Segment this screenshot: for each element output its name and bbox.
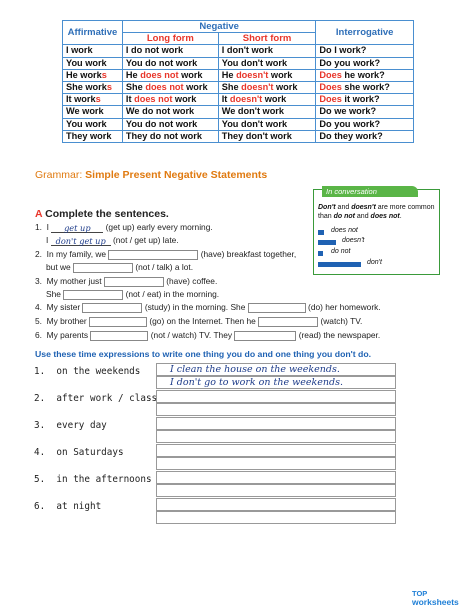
sentence-5: 5. My brother (go) on the Internet. Then he (watch) TV.: [35, 316, 363, 326]
conjugation-row: [63, 45, 414, 57]
section-a-heading: A Complete the sentences.: [35, 208, 169, 220]
conjugation-row: [63, 57, 414, 69]
answer-box[interactable]: [82, 303, 142, 313]
conjugation-row: [63, 118, 414, 130]
int-cell: Does she work?: [316, 81, 414, 93]
time-expression: 5. in the afternoons: [34, 474, 152, 485]
time-expression: 3. every day: [34, 420, 107, 431]
int-cell: Does he work?: [316, 69, 414, 81]
conversation-tab: In conversation: [322, 186, 418, 197]
answer-box[interactable]: [90, 331, 148, 341]
answer-box[interactable]: [108, 250, 198, 260]
aff-cell: He works: [63, 69, 123, 81]
frequency-bar: [318, 262, 361, 267]
frequency-bar-label: do not: [331, 248, 351, 255]
header-long-form: Long form: [122, 33, 218, 45]
short-cell: We don't work: [218, 106, 316, 118]
long-cell: You do not work: [122, 118, 218, 130]
grammar-heading: [35, 169, 267, 181]
time-expression: 1. on the weekends: [34, 366, 141, 377]
short-cell: It doesn't work: [218, 94, 316, 106]
conjugation-row: [63, 94, 414, 106]
answer-box[interactable]: [63, 290, 123, 300]
time-expression: 4. on Saturdays: [34, 447, 124, 458]
header-interrogative: Interrogative: [316, 21, 414, 45]
sentence-2a: 2. In my family, we (have) breakfast together,: [35, 249, 297, 259]
int-cell: Does it work?: [316, 94, 414, 106]
answer-text-1a: I clean the house on the weekends.: [170, 364, 340, 375]
time-expression: 6. at night: [34, 501, 102, 512]
frequency-bar-label: doesn't: [342, 237, 365, 244]
answer-line[interactable]: [156, 511, 396, 524]
answer-box[interactable]: [258, 317, 318, 327]
header-affirmative: Affirmative: [63, 21, 123, 45]
long-cell: He does not work: [122, 69, 218, 81]
frequency-bar: [318, 230, 324, 235]
conjugation-row: [63, 130, 414, 142]
answer-line[interactable]: [156, 471, 396, 484]
aff-cell: They work: [63, 130, 123, 142]
answer-line[interactable]: [156, 444, 396, 457]
answer-line[interactable]: [156, 390, 396, 403]
frequency-bar-label: does not: [331, 227, 358, 234]
short-cell: He doesn't work: [218, 69, 316, 81]
aff-cell: You work: [63, 57, 123, 69]
int-cell: Do they work?: [316, 130, 414, 142]
aff-cell: It works: [63, 94, 123, 106]
topworksheets-logo: TOP worksheets: [412, 589, 459, 607]
short-cell: You don't work: [218, 57, 316, 69]
sentence-1a: 1. I get up (get up) early every morning.: [35, 222, 213, 233]
long-cell: She does not work: [122, 81, 218, 93]
frequency-bar: [318, 240, 336, 245]
answer-line[interactable]: [156, 484, 396, 497]
conjugation-row: [63, 106, 414, 118]
grammar-label: Grammar:: [35, 169, 83, 181]
time-expression: 2. after work / class: [34, 393, 158, 404]
long-cell: They do not work: [122, 130, 218, 142]
conjugation-row: [63, 81, 414, 93]
int-cell: Do we work?: [316, 106, 414, 118]
answer-box[interactable]: [104, 277, 164, 287]
short-cell: You don't work: [218, 118, 316, 130]
long-cell: I do not work: [122, 45, 218, 57]
long-cell: It does not work: [122, 94, 218, 106]
conversation-note: Don't and doesn't are more common than do not and does not.: [318, 204, 435, 220]
sentence-2b: but we (not / talk) a lot.: [46, 262, 194, 272]
conjugation-row: [63, 69, 414, 81]
conjugation-table: [62, 20, 414, 143]
aff-cell: You work: [63, 118, 123, 130]
header-short-form: Short form: [218, 33, 316, 45]
answer-box[interactable]: [234, 331, 296, 341]
answer-line[interactable]: [156, 430, 396, 443]
sentence-3b: She (not / eat) in the morning.: [46, 289, 220, 299]
int-cell: Do I work?: [316, 45, 414, 57]
answer-line[interactable]: [156, 403, 396, 416]
int-cell: Do you work?: [316, 57, 414, 69]
sentence-6: 6. My parents (not / watch) TV. They (read) the newspaper.: [35, 330, 381, 340]
answer-line[interactable]: [156, 417, 396, 430]
answer-line[interactable]: [156, 498, 396, 511]
grammar-title: Simple Present Negative Statements: [85, 169, 268, 181]
conversation-box: [313, 189, 440, 275]
header-negative: Negative: [122, 21, 315, 33]
answer-box[interactable]: [89, 317, 147, 327]
aff-cell: I work: [63, 45, 123, 57]
section-b-heading: Use these time expressions to write one thing you do and one thing you don't do.: [35, 349, 372, 359]
frequency-bar-label: don't: [367, 259, 382, 266]
aff-cell: We work: [63, 106, 123, 118]
long-cell: You do not work: [122, 57, 218, 69]
short-cell: They don't work: [218, 130, 316, 142]
answer-box[interactable]: [73, 263, 133, 273]
sentence-4: 4. My sister (study) in the morning. She (do) her homework.: [35, 302, 381, 312]
answer-box[interactable]: [248, 303, 306, 313]
short-cell: I don't work: [218, 45, 316, 57]
answer-line[interactable]: [156, 457, 396, 470]
answer-blank[interactable]: get up: [51, 223, 103, 233]
long-cell: We do not work: [122, 106, 218, 118]
sentence-1b: I don't get up (not / get up) late.: [46, 235, 179, 246]
frequency-bar: [318, 251, 323, 256]
sentence-3a: 3. My mother just (have) coffee.: [35, 276, 218, 286]
aff-cell: She works: [63, 81, 123, 93]
short-cell: She doesn't work: [218, 81, 316, 93]
int-cell: Do you work?: [316, 118, 414, 130]
answer-text-1b: I don't go to work on the weekends.: [170, 377, 343, 388]
answer-blank[interactable]: don't get up: [51, 236, 111, 246]
